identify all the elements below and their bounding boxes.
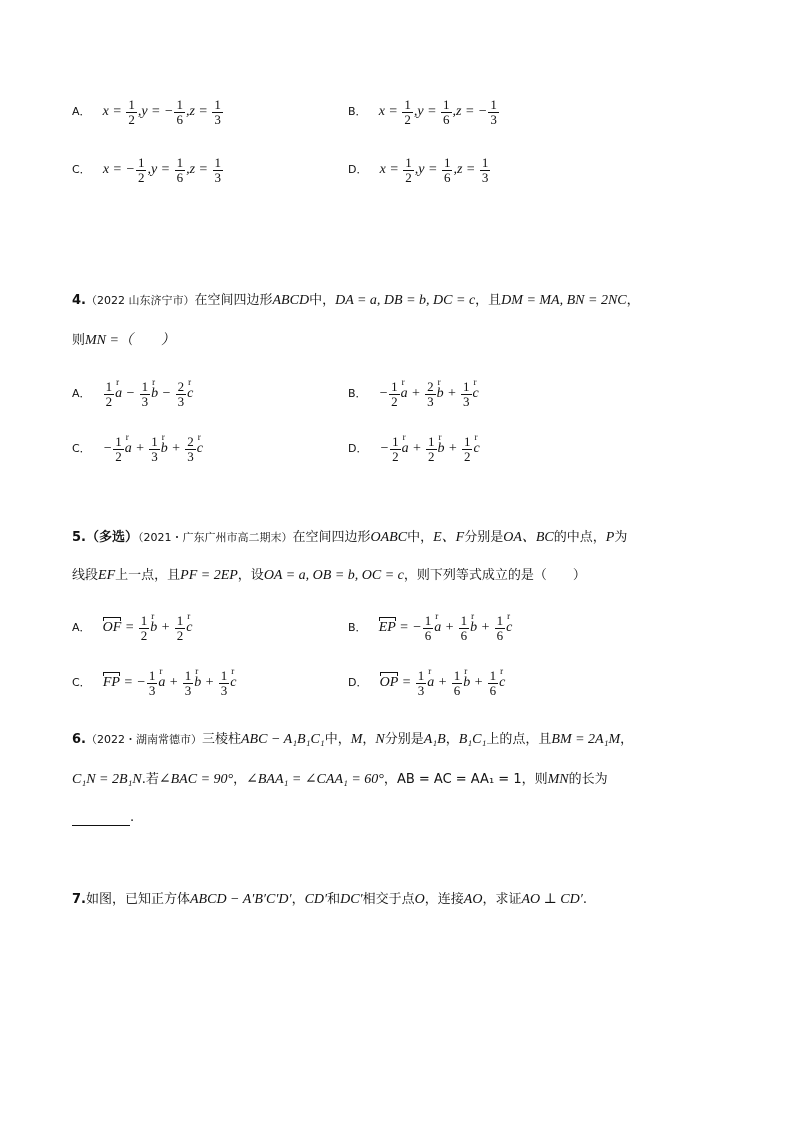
stem-text: 上一点，且 [115,568,181,583]
option-label: D． [348,442,368,456]
q3-option-d[interactable] [348,156,491,184]
q6-stem-line1 [72,732,633,749]
option-label: C． [72,442,91,456]
math-inline: DM = MA, BN = 2NC [501,293,627,308]
stem-text: 的长为 [568,772,608,787]
option-label: A． [72,387,91,401]
q7-stem [72,892,587,909]
option-math: FP = − $\frac{1}{3}$ r a + $\frac{1}{3}$ r b + $\frac{1}{3}$ r c [103,675,237,690]
stem-text: ，设 [237,568,264,583]
q5-option-b[interactable] [348,614,512,642]
math-inline: C₁N = 2B₁N [72,772,142,787]
stem-text: 分别是 [384,732,424,747]
math-inline: MN [547,772,569,787]
q4-option-d[interactable] [348,435,480,463]
stem-text: 在空间四边形 [194,293,273,308]
math-inline: ABC − A₁B₁C₁ [241,732,325,747]
stem-text: 线段 [72,568,99,583]
option-label: B． [348,387,367,401]
stem-text: ，连接 [424,892,464,907]
stem-text: ， [362,732,376,747]
question-number: 7. [72,892,86,907]
stem-text: 分别是 [464,530,504,545]
option-math: − $\frac{1}{2}$ r a + $\frac{2}{3}$ r b + $\frac{1}{3}$ r c [379,386,479,401]
question-tag: （多选） [85,530,138,545]
stem-text: ，则下列等式成立的是（ ） [403,568,586,583]
q4-option-c[interactable] [72,435,203,463]
stem-text: 相交于点 [362,892,415,907]
math-inline: A₁B [423,732,446,747]
option-math: x = $\frac{1}{2}$ ,y = $\frac{1}{6}$ ,z = $\frac{1}{3}$ [379,155,489,185]
stem-text: ，则 [521,772,548,787]
stem-text: ， [233,772,247,787]
option-math: OP = $\frac{1}{3}$ r a + $\frac{1}{6}$ r b + $\frac{1}{6}$ r c [380,675,506,690]
math-inline: DA = a, DB = b, DC = c [335,293,476,308]
q5-stem-line1 [72,530,627,547]
stem-text: 中， [324,732,351,747]
math-inline: ∠BAA₁ = ∠CAA₁ = 60° [246,772,384,787]
math-inline: EF [98,568,116,583]
stem-text: . [130,810,135,825]
option-math: x = $\frac{1}{2}$ ,y = $\frac{1}{6}$ ,z = − $\frac{1}{3}$ [378,97,497,127]
math-inline: N [375,732,385,747]
math-inline: MN =（ ） [85,333,175,348]
stem-text: 中， [309,293,336,308]
math-inline: DC′ [340,892,363,907]
question-number: 5. [72,530,86,545]
q4-stem-line1 [72,293,640,310]
stem-text: ， [620,732,634,747]
stem-text: ， [445,732,459,747]
q6-stem-line2 [72,772,608,789]
option-math: x = − $\frac{1}{2}$ ,y = $\frac{1}{6}$ ,z = $\frac{1}{3}$ [102,155,222,185]
stem-text: 则 [72,333,86,348]
stem-text: ，求证 [482,892,522,907]
stem-text: .若 [141,772,159,787]
question-number: 4. [72,293,86,308]
option-label: A． [72,105,91,119]
stem-text: ， [626,293,640,308]
math-inline: AB = AC = AA₁ = 1 [396,772,522,787]
math-inline: BM = 2A₁M [551,732,621,747]
option-label: D． [348,676,368,690]
math-inline: PF = 2EP [180,568,238,583]
math-inline: ABCD − A′B′C′D′ [190,892,292,907]
q4-option-b[interactable] [348,380,479,408]
option-label: B． [348,621,367,635]
math-inline: E、F [433,530,465,545]
option-math: OF = $\frac{1}{2}$ r b + $\frac{1}{2}$ r c [103,620,193,635]
stem-text: 中， [407,530,434,545]
q5-option-a[interactable] [72,614,192,642]
q3-option-c[interactable] [72,156,224,184]
stem-text: ， [383,772,397,787]
option-math: x = $\frac{1}{2}$ ,y = − $\frac{1}{6}$ ,z = $\frac{1}{3}$ [102,97,221,127]
q5-option-c[interactable] [72,669,236,697]
stem-text: 在空间四边形 [292,530,371,545]
question-source: （2021・广东广州市高二期末） [138,531,293,544]
question-source: （2022・湖南常德市） [85,733,202,746]
stem-text: . [582,892,587,907]
math-inline: P [605,530,615,545]
math-inline: OA、BC [503,530,554,545]
option-label: B． [348,105,367,119]
stem-text: 为 [614,530,628,545]
q5-option-d[interactable] [348,669,505,697]
math-inline: AO [463,892,483,907]
stem-text: 的中点， [553,530,606,545]
stem-text: 上的点，且 [486,732,552,747]
stem-text: ，且 [475,293,502,308]
option-math: − $\frac{1}{2}$ r a + $\frac{1}{2}$ r b + $\frac{1}{2}$ r c [380,441,480,456]
q4-stem-line2 [72,333,175,350]
q6-answer-line [72,810,134,826]
math-inline: OABC [370,530,408,545]
q5-stem-line2 [72,568,586,585]
math-inline: M [350,732,363,747]
q4-option-a[interactable] [72,380,193,408]
option-math: − $\frac{1}{2}$ r a + $\frac{1}{3}$ r b + $\frac{2}{3}$ r c [103,441,203,456]
q3-option-a[interactable] [72,98,224,126]
question-source: （2022 山东济宁市） [85,294,195,307]
option-label: A． [72,621,91,635]
math-inline: ∠BAC = 90° [158,772,234,787]
option-math: $\frac{1}{2}$ r a − $\frac{1}{3}$ r b − $\frac{2}{3}$ r c [103,386,194,401]
math-inline: CD′ [304,892,328,907]
question-number: 6. [72,732,86,747]
stem-text: 和 [327,892,341,907]
math-inline: OA = a, OB = b, OC = c [263,568,404,583]
stem-text: 如图，已知正方体 [85,892,190,907]
option-label: C． [72,163,91,177]
math-inline: ABCD [272,293,310,308]
option-label: D． [348,163,368,177]
option-math: EP = − $\frac{1}{6}$ r a + $\frac{1}{6}$ r b + $\frac{1}{6}$ r c [379,620,513,635]
stem-text: 三棱柱 [201,732,241,747]
q3-option-b[interactable] [348,98,500,126]
math-inline: B₁C₁ [458,732,487,747]
math-inline: O [414,892,425,907]
stem-text: ， [291,892,305,907]
answer-blank[interactable] [72,813,130,826]
option-label: C． [72,676,91,690]
math-inline: AO ⊥ CD′ [521,892,583,907]
